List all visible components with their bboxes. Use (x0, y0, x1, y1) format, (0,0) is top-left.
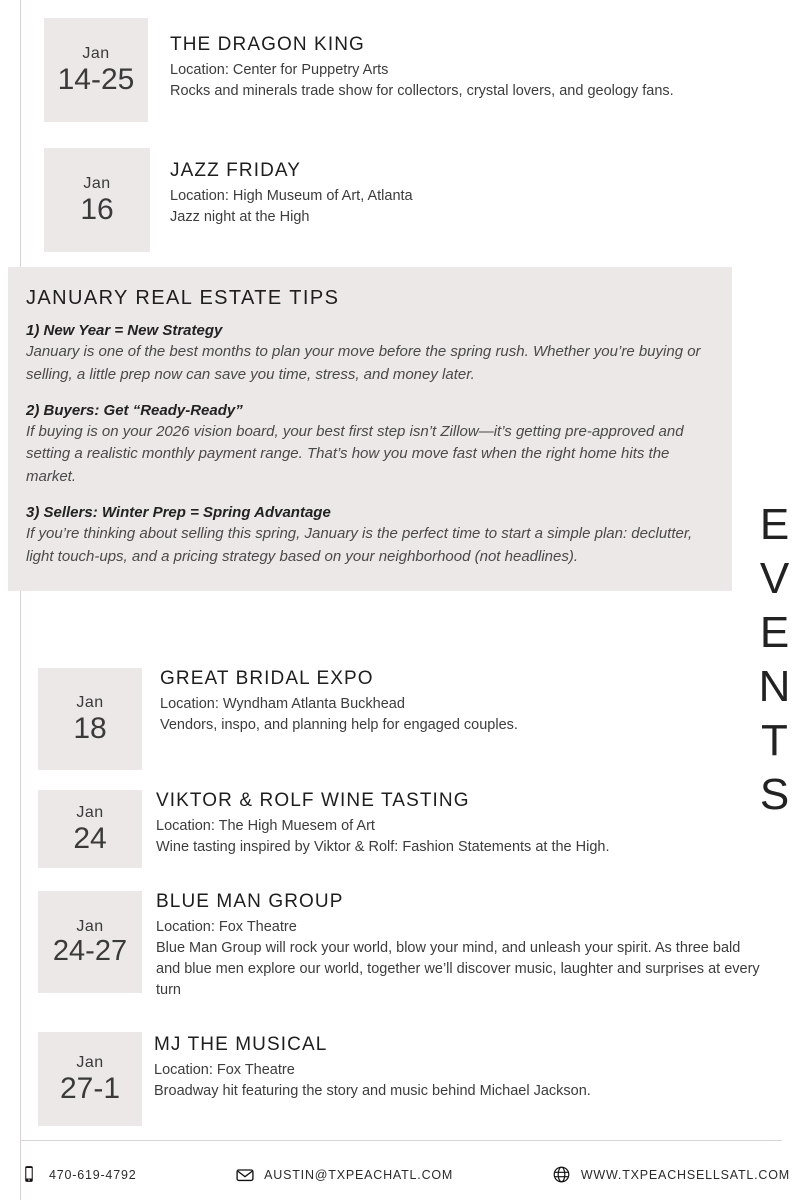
event-title: JAZZ FRIDAY (170, 160, 302, 181)
tip-body: January is one of the best months to plan your move before the spring rush. Whether you’re buying or selling, a little prep now can save you time, stress, and money later. (26, 343, 701, 383)
event-description: Blue Man Group will rock your world, blow your mind, and unleash your spirit. As three bald and blue men explore our world, together we’ll discover music, laughter and surprises at every turn (156, 940, 760, 999)
event-details (150, 148, 413, 228)
footer-phone[interactable] (20, 1165, 136, 1185)
event-day: 18 (73, 711, 107, 745)
event-date-box (44, 18, 148, 122)
event-date-box (38, 790, 142, 868)
event-details (148, 18, 674, 102)
event-location: Location: Wyndham Atlanta Buckhead (160, 696, 405, 712)
footer-phone-text: 470-619-4792 (49, 1168, 137, 1182)
event-month: Jan (76, 1054, 104, 1072)
event-item[interactable] (38, 891, 768, 1001)
event-details (142, 1032, 591, 1102)
event-date-box (44, 148, 150, 252)
event-day: 16 (80, 192, 114, 226)
footer (20, 1165, 790, 1185)
event-location: Location: Fox Theatre (154, 1062, 295, 1078)
event-month: Jan (76, 804, 104, 822)
footer-email-text: AUSTIN@TXPEACHATL.COM (264, 1168, 454, 1182)
event-description: Broadway hit featuring the story and music behind Michael Jackson. (154, 1083, 591, 1100)
event-location: Location: Center for Puppetry Arts (170, 62, 389, 78)
event-title: MJ THE MUSICAL (154, 1034, 328, 1055)
event-description: Wine tasting inspired by Viktor & Rolf: Fashion Statements at the High. (156, 839, 610, 856)
event-title: BLUE MAN GROUP (156, 891, 344, 912)
phone-icon (20, 1165, 40, 1185)
event-location: Location: Fox Theatre (156, 919, 297, 935)
event-description: Rocks and minerals trade show for collectors, crystal lovers, and geology fans. (170, 83, 674, 100)
globe-icon (552, 1165, 572, 1185)
event-details (142, 790, 609, 858)
event-details (142, 668, 518, 736)
event-details (142, 891, 762, 1001)
footer-website[interactable] (552, 1165, 790, 1185)
event-description: Jazz night at the High (170, 209, 310, 226)
event-item[interactable] (44, 148, 764, 252)
events-vertical-label: EVENTS (750, 500, 799, 824)
tip-body: If you’re thinking about selling this spring, January is the perfect time to start a simple plan: declutter, light touch-ups, and a pricing strategy based on your neighborhood (not headlines). (26, 524, 693, 565)
event-day: 24 (73, 821, 107, 855)
footer-divider (20, 1140, 782, 1141)
event-day: 14-25 (57, 62, 135, 96)
event-day: 27-1 (59, 1071, 121, 1105)
event-location: Location: The High Muesem of Art (156, 818, 375, 834)
event-month: Jan (76, 917, 104, 935)
event-date-box (38, 891, 142, 993)
left-divider (20, 0, 21, 1200)
footer-website-text: WWW.TXPEACHSELLSATL.COM (580, 1168, 790, 1182)
event-item[interactable] (38, 790, 768, 868)
real-estate-tips-panel (8, 267, 732, 591)
event-location: Location: High Museum of Art, Atlanta (170, 188, 413, 204)
event-title: THE DRAGON KING (170, 34, 365, 55)
tip-heading: 1) New Year = New Strategy (26, 322, 223, 339)
event-month: Jan (82, 45, 110, 63)
footer-email[interactable] (235, 1165, 453, 1185)
event-title: VIKTOR & ROLF WINE TASTING (156, 790, 470, 811)
event-day: 24-27 (52, 935, 128, 968)
tip-body: If buying is on your 2026 vision board, your best first step isn’t Zillow—it’s getting pre-approved and setting a realistic monthly payment range. That’s how you move fast when the right home hits the market. (26, 422, 684, 486)
event-item[interactable] (44, 18, 764, 122)
tip-heading: 3) Sellers: Winter Prep = Spring Advantage (26, 503, 331, 521)
event-date-box (38, 1032, 142, 1126)
event-item[interactable] (38, 1032, 768, 1126)
tip-heading: 2) Buyers: Get “Ready-Ready” (26, 401, 243, 419)
email-icon (235, 1165, 255, 1185)
event-date-box (38, 668, 142, 770)
event-title: GREAT BRIDAL EXPO (160, 668, 374, 689)
event-month: Jan (83, 175, 111, 193)
event-month: Jan (76, 694, 104, 712)
event-item[interactable] (38, 668, 768, 770)
event-description: Vendors, inspo, and planning help for engaged couples. (160, 717, 518, 734)
tips-heading: JANUARY REAL ESTATE TIPS (26, 287, 340, 309)
